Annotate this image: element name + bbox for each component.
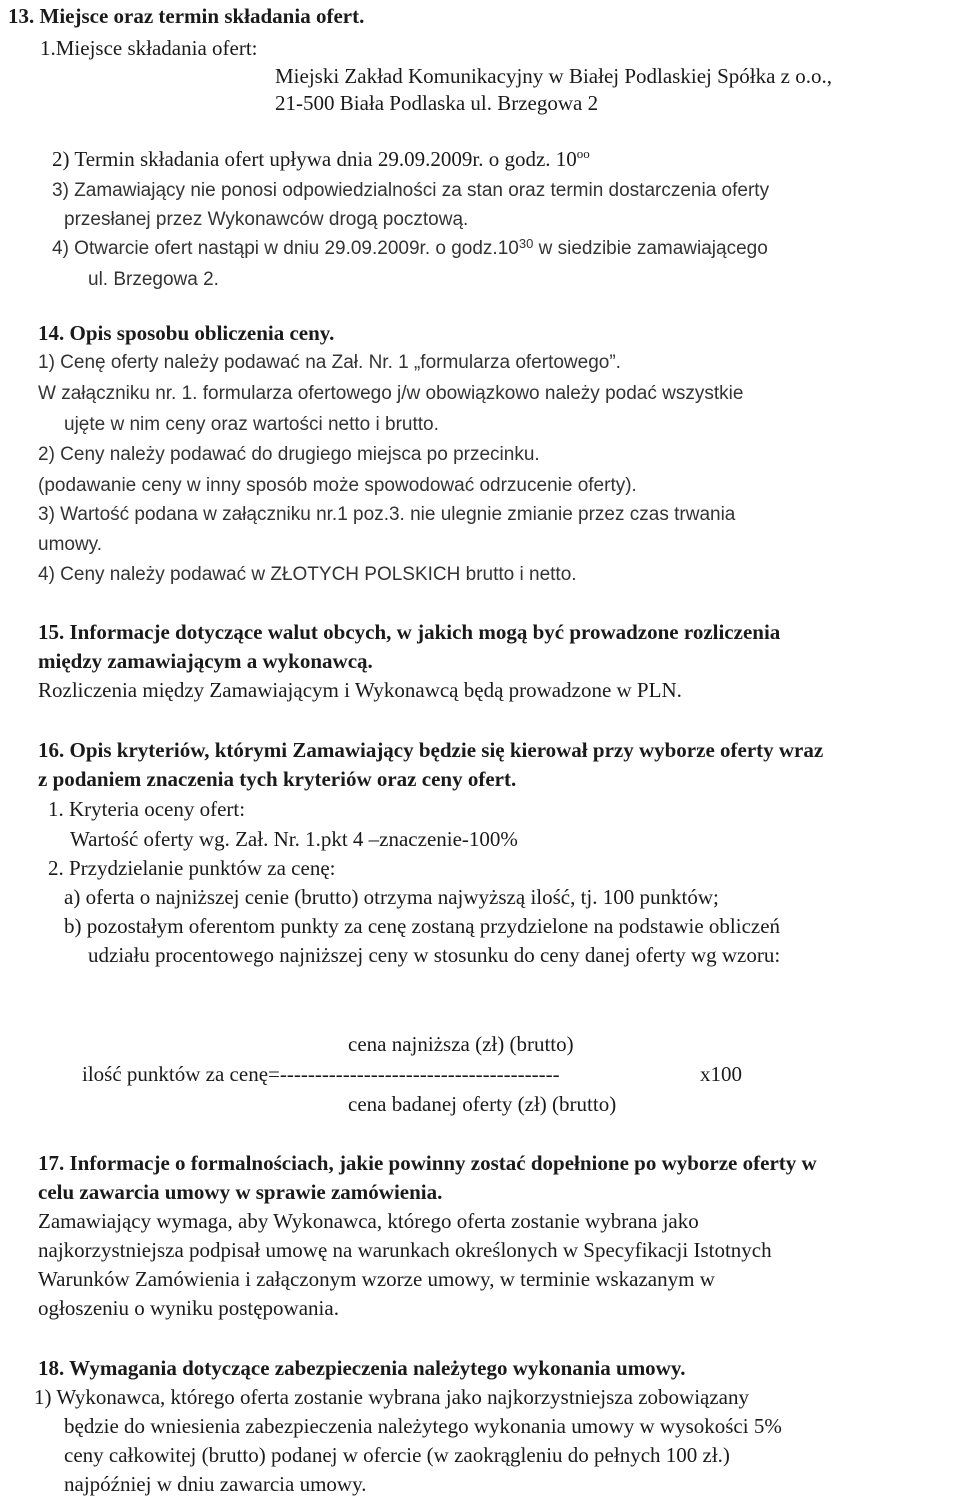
s18-text-line2: będzie do wniesienia zabezpieczenia należytego wykonania umowy w wysokości 5% <box>64 1414 782 1438</box>
s14-line2: W załączniku nr. 1. formularza ofertowego j/w obowiązkowo należy podać wszystkie <box>38 383 744 404</box>
formula-main: ilość punktów za cenę=---------------------------------------- <box>82 1062 560 1086</box>
s17-text-line4: ogłoszeniu o wyniku postępowania. <box>38 1296 339 1320</box>
s14-line8: 4) Ceny należy podawać w ZŁOTYCH POLSKICH brutto i netto. <box>38 564 577 585</box>
s13-opening-line2: ul. Brzegowa 2. <box>88 269 219 290</box>
s13-deadline-text: 2) Termin składania ofert upływa dnia 29.09.2009r. o godz. 10 <box>52 147 577 171</box>
s17-text-line2: najkorzystniejsza podpisał umowę na warunkach określonych w Specyfikacji Istotnych <box>38 1238 772 1262</box>
section-16-heading-line2: z podaniem znaczenia tych kryteriów oraz ceny ofert. <box>38 767 517 791</box>
s16-point-b-line1: b) pozostałym oferentom punkty za cenę zostaną przydzielone na podstawie obliczeń <box>64 914 781 938</box>
s13-liability-line1: 3) Zamawiający nie ponosi odpowiedzialności za stan oraz termin dostarczenia oferty <box>52 180 770 201</box>
s16-point-b-line2: udziału procentowego najniższej ceny w stosunku do ceny danej oferty wg wzoru: <box>88 943 781 967</box>
formula-denominator: cena badanej oferty (zł) (brutto) <box>348 1092 617 1116</box>
s14-line1: 1) Cenę oferty należy podawać na Zał. Nr. 1 „formularza ofertowego”. <box>38 352 621 373</box>
formula-numerator: cena najniższa (zł) (brutto) <box>348 1032 574 1056</box>
s16-points-label: 2. Przydzielanie punktów za cenę: <box>48 856 336 880</box>
s13-opening-text: 4) Otwarcie ofert nastąpi w dniu 29.09.2009r. o godz.10 <box>52 238 519 259</box>
s18-text-line4: najpóźniej w dniu zawarcia umowy. <box>64 1472 367 1496</box>
section-14-heading: 14. Opis sposobu obliczenia ceny. <box>38 321 335 345</box>
s13-deadline-minutes: oo <box>576 146 590 161</box>
s13-address-line1: Miejski Zakład Komunikacyjny w Białej Podlaskiej Spółka z o.o., <box>275 64 833 88</box>
s17-text-line3: Warunków Zamówienia i załączonym wzorze umowy, w terminie wskazanym w <box>38 1267 715 1291</box>
section-15-heading-line1: 15. Informacje dotyczące walut obcych, w jakich mogą być prowadzone rozliczenia <box>38 620 781 644</box>
s13-opening-minutes: 30 <box>518 236 534 251</box>
s13-address-line2: 21-500 Biała Podlaska ul. Brzegowa 2 <box>275 91 599 115</box>
s13-place-label: 1.Miejsce składania ofert: <box>40 36 258 60</box>
s13-liability-line2: przesłanej przez Wykonawców drogą pocztową. <box>64 209 469 230</box>
s18-text-line3: ceny całkowitej (brutto) podanej w ofercie (w zaokrągleniu do pełnych 100 zł.) <box>64 1443 730 1467</box>
s16-criteria-label: 1. Kryteria oceny ofert: <box>48 797 246 821</box>
s13-opening <box>52 236 768 259</box>
section-15-heading-line2: między zamawiającym a wykonawcą. <box>38 649 373 673</box>
s16-criteria-value: Wartość oferty wg. Zał. Nr. 1.pkt 4 –znaczenie-100% <box>70 827 518 851</box>
section-17-heading-line1: 17. Informacje o formalnościach, jakie powinny zostać dopełnione po wyborze oferty w <box>38 1151 817 1175</box>
s14-line4: 2) Ceny należy podawać do drugiego miejsca po przecinku. <box>38 444 540 465</box>
section-18-heading: 18. Wymagania dotyczące zabezpieczenia należytego wykonania umowy. <box>38 1356 686 1380</box>
s16-point-a: a) oferta o najniższej cenie (brutto) otrzyma najwyższą ilość, tj. 100 punktów; <box>64 885 719 909</box>
s13-opening-rest: w siedzibie zamawiającego <box>533 238 768 259</box>
section-17-heading-line2: celu zawarcia umowy w sprawie zamówienia. <box>38 1180 443 1204</box>
s17-text-line1: Zamawiający wymaga, aby Wykonawca, którego oferta zostanie wybrana jako <box>38 1209 699 1233</box>
s15-text: Rozliczenia między Zamawiającym i Wykonawcą będą prowadzone w PLN. <box>38 678 682 702</box>
section-13-heading: 13. Miejsce oraz termin składania ofert. <box>8 4 365 28</box>
s14-line5: (podawanie ceny w inny sposób może spowodować odrzucenie oferty). <box>38 475 637 496</box>
formula-multiplier: x100 <box>700 1062 742 1086</box>
s14-line3: ujęte w nim ceny oraz wartości netto i brutto. <box>64 414 439 435</box>
section-16-heading-line1: 16. Opis kryteriów, którymi Zamawiający będzie się kierował przy wyborze oferty wraz <box>38 738 824 762</box>
s18-text-line1: 1) Wykonawca, którego oferta zostanie wybrana jako najkorzystniejsza zobowiązany <box>34 1385 749 1409</box>
s14-line6: 3) Wartość podana w załączniku nr.1 poz.3. nie ulegnie zmianie przez czas trwania <box>38 504 736 525</box>
s14-line7: umowy. <box>38 534 103 555</box>
s13-deadline <box>52 146 590 171</box>
